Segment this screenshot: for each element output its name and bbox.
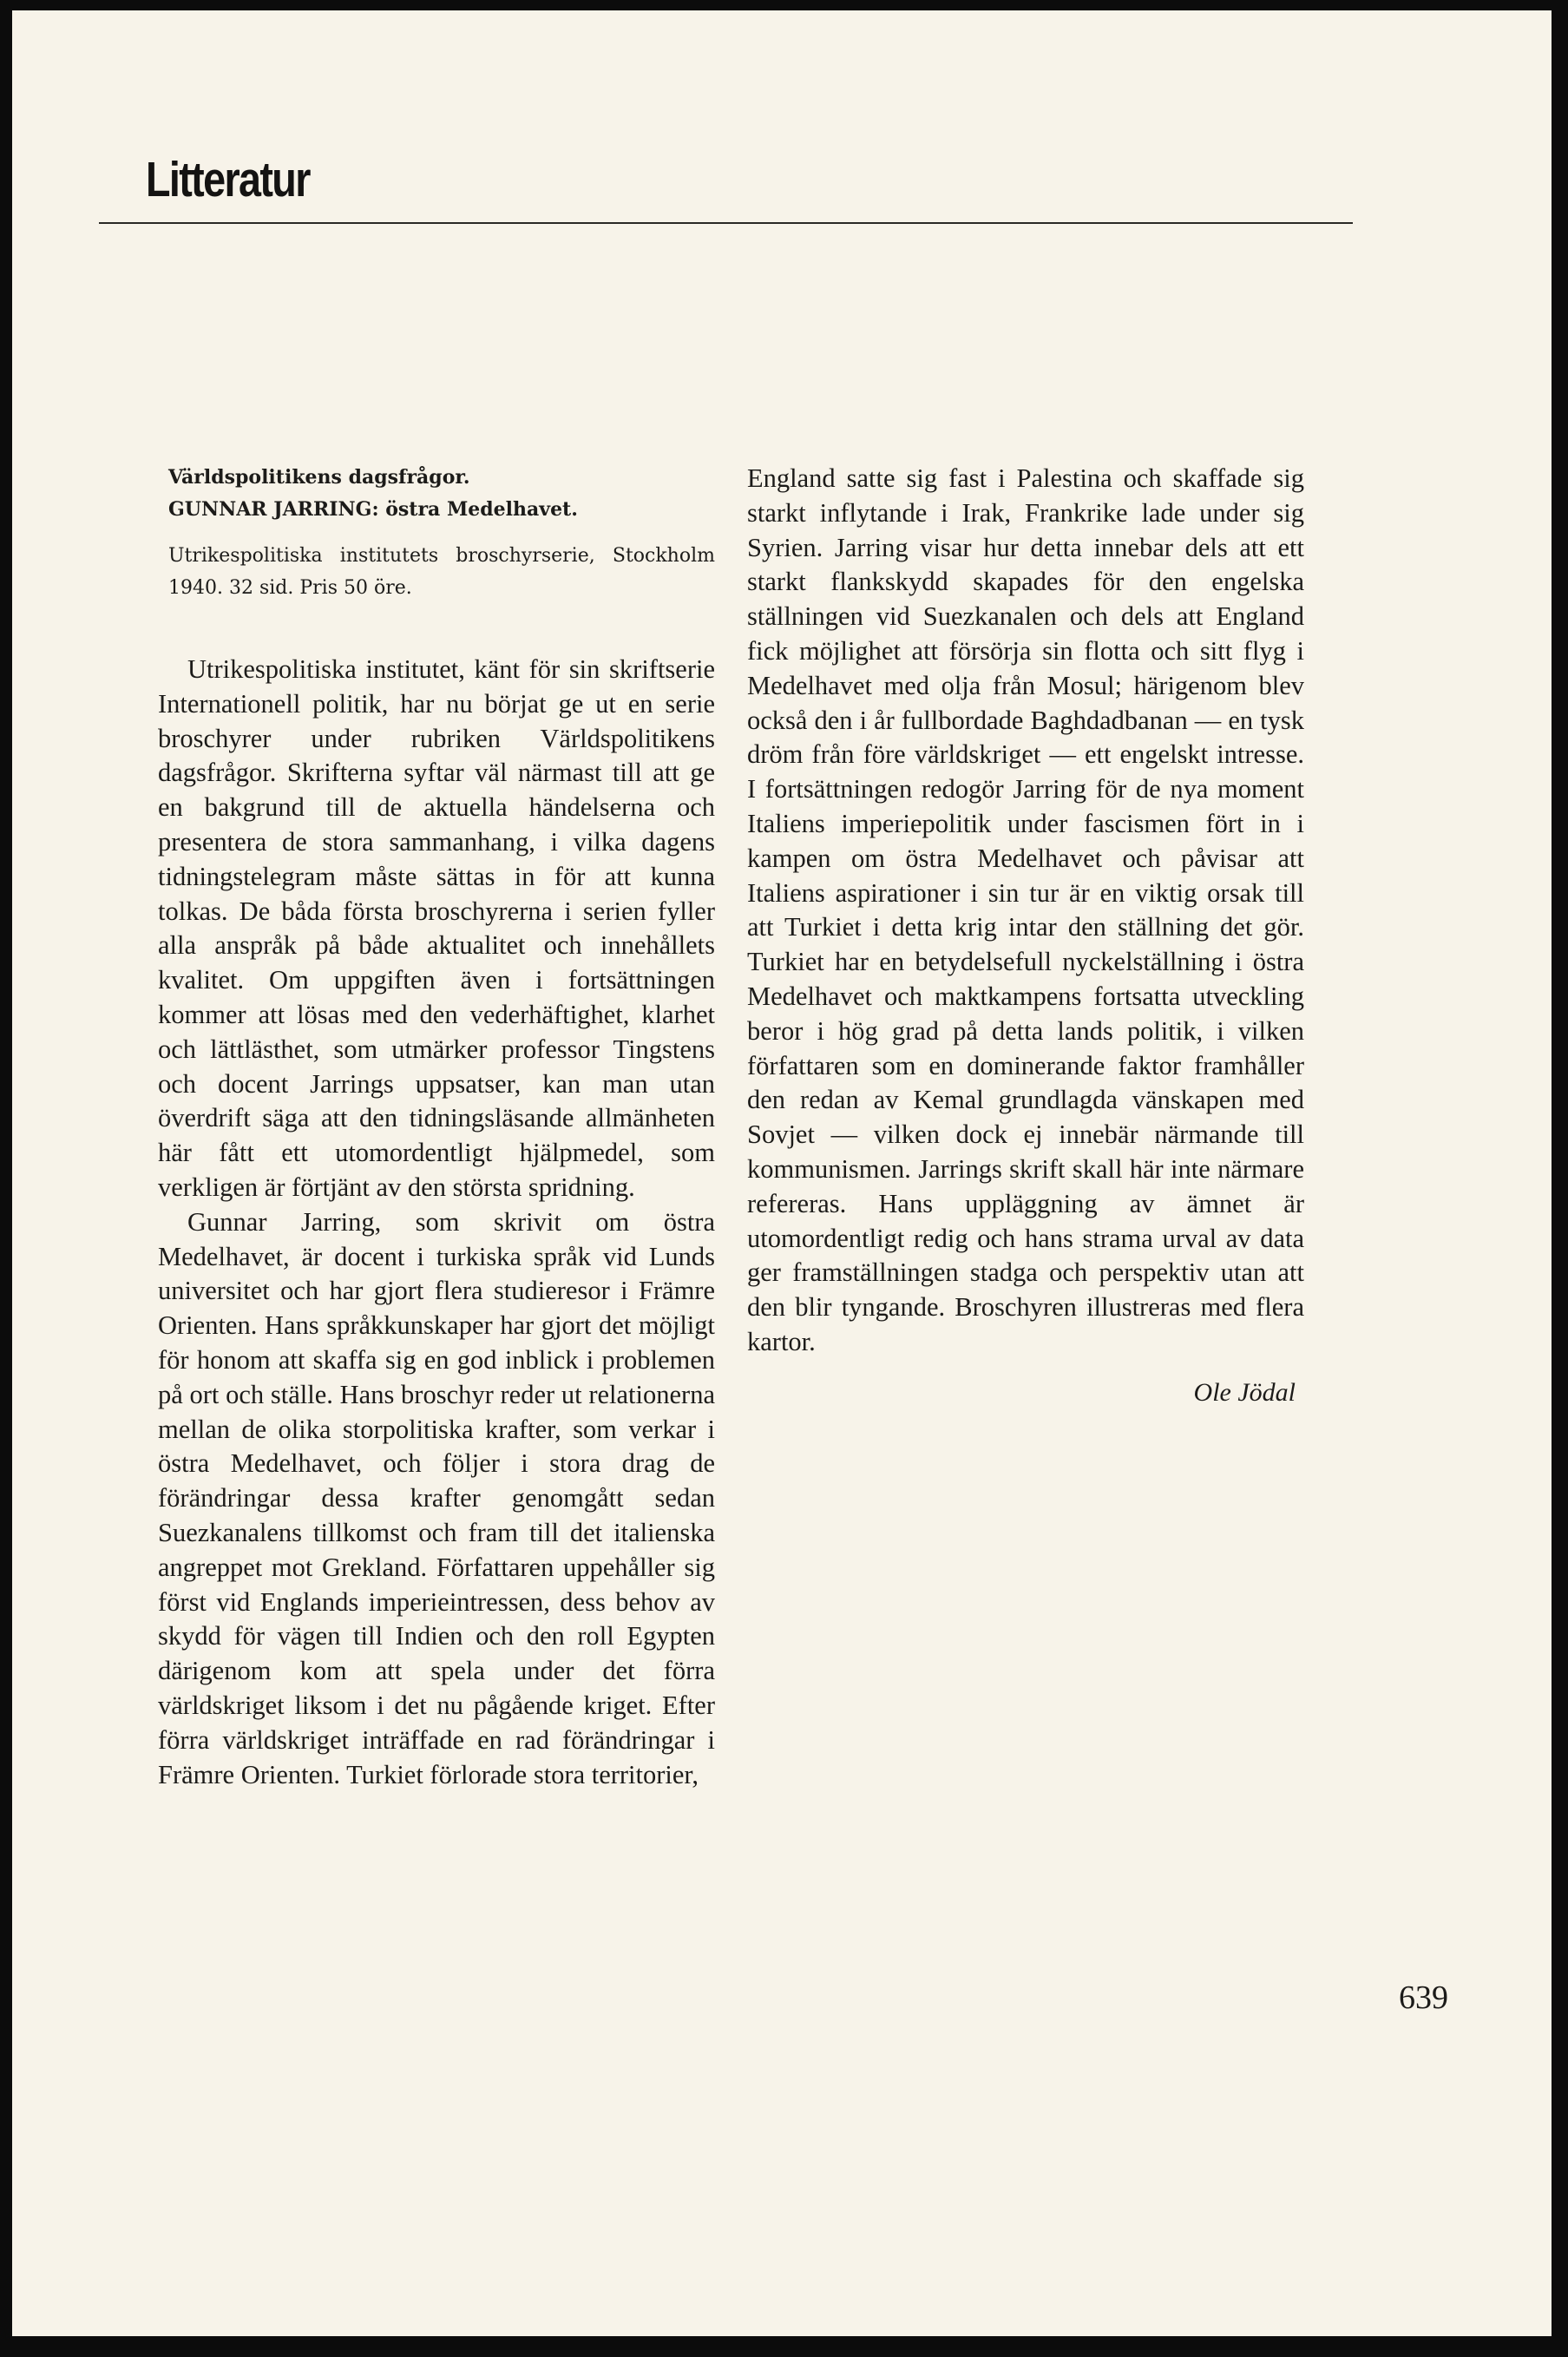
left-column: [158, 462, 715, 1792]
document-page: [12, 10, 1552, 2336]
page-number: 639: [1399, 1979, 1448, 2016]
right-column: [747, 462, 1304, 1410]
review-author-signature: Ole Jödal: [1193, 1377, 1296, 1407]
review-paragraph-2: Gunnar Jarring, som skrivit om östra Medelhavet, är docent i turkiska språk vid Lunds universitet och har gjort flera studieresor i Främre Orienten. Hans språkkunskaper har gjort det möjligt för honom att skaffa sig en god inblick i problemen på ort och ställe. Hans broschyr reder ut relationerna mellan de olika storpolitiska krafter, som verkar i östra Medelhavet, och följer i stora drag de förändringar dessa krafter genomgått sedan Suezkanalens tillkomst och fram till det italienska angreppet mot Grekland. Författaren uppehåller sig först vid Englands imperieintressen, dess behov av skydd för vägen till Indien och den roll Egypten därigenom kom att spela under det förra världskriget liksom i det nu pågående kriget. Efter förra världskriget inträffade en rad förändringar i Främre Orienten. Turkiet förlorade stora territorier,: [158, 1206, 715, 1789]
series-title-text: Världspolitikens dagsfrågor.: [168, 466, 470, 489]
series-title: [168, 462, 715, 494]
review-paragraph-2-continued: England satte sig fast i Palestina och skaffade sig starkt inflytande i Irak, Frankrike lade under sig Syrien. Jarring visar hur detta innebar dels att ett starkt flankskydd skapades för den engelska ställningen vid Suezkanalen och dels att England fick möjlighet att försörja sin flotta och sitt flyg i Medelhavet med olja från Mosul; härigenom blev också den i år fullbordade Baghdadbanan — en tysk dröm från före världskriget — ett engelskt intresse. I fortsättningen redogör Jarring för de nya moment Italiens imperiepolitik under fascismen fört in i kampen om östra Medelhavet och påvisar att Italiens aspirationer i sin tur är en viktig orsak till att Turkiet i detta krig intar den ställning det gör. Turkiet har en betydelsefull nyckelställning i östra Medelhavet och maktkampens fortsatta utveckling beror i hög grad på detta lands politik, i vilken författaren som en dominerande faktor framhåller den redan av Kemal grundlagda vänskapen med Sovjet — vilken dock ej innebär närmande till kommunismen. Jarrings skrift skall här inte närmare refereras. Hans uppläggning av ämnet är utomordentligt redig och hans strama urval av data ger framställningen stadga och perspektiv utan att den blir tyngande. Broschyren illustreras med flera kartor.: [747, 463, 1304, 1356]
author-and-title: [168, 494, 715, 526]
publication-info: Utrikespolitiska institutets broschyrserie, Stockholm 1940. 32 sid. Pris 50 öre.: [168, 545, 715, 599]
review-paragraph-1: Utrikespolitiska institutet, känt för sin skriftserie Internationell politik, har nu börjat ge ut en serie broschyrer under rubriken Världspolitikens dagsfrågor. Skrifterna syftar väl närmast till att ge en bakgrund till de aktuella händelserna och presentera de stora sammanhang, i vilka dagens tidningstelegram måste sättas in för att kunna tolkas. De båda första broschyrerna i serien fyller alla anspråk på både aktualitet och innehållets kvalitet. Om uppgiften även i fortsättningen kommer att lösas med den vederhäftighet, klarhet och lättlästhet, som utmärker professor Tingstens och docent Jarrings uppsatser, kan man utan överdrift säga att den tidningsläsande allmänheten här fått ett utomordentligt hjälpmedel, som verkligen är förtjänt av den största spridning.: [158, 654, 715, 1202]
title-rule: [99, 222, 1353, 224]
section-title: Litteratur: [146, 152, 310, 207]
author-and-title-text: GUNNAR JARRING: östra Medelhavet.: [168, 498, 578, 521]
review-reference: [168, 462, 715, 604]
